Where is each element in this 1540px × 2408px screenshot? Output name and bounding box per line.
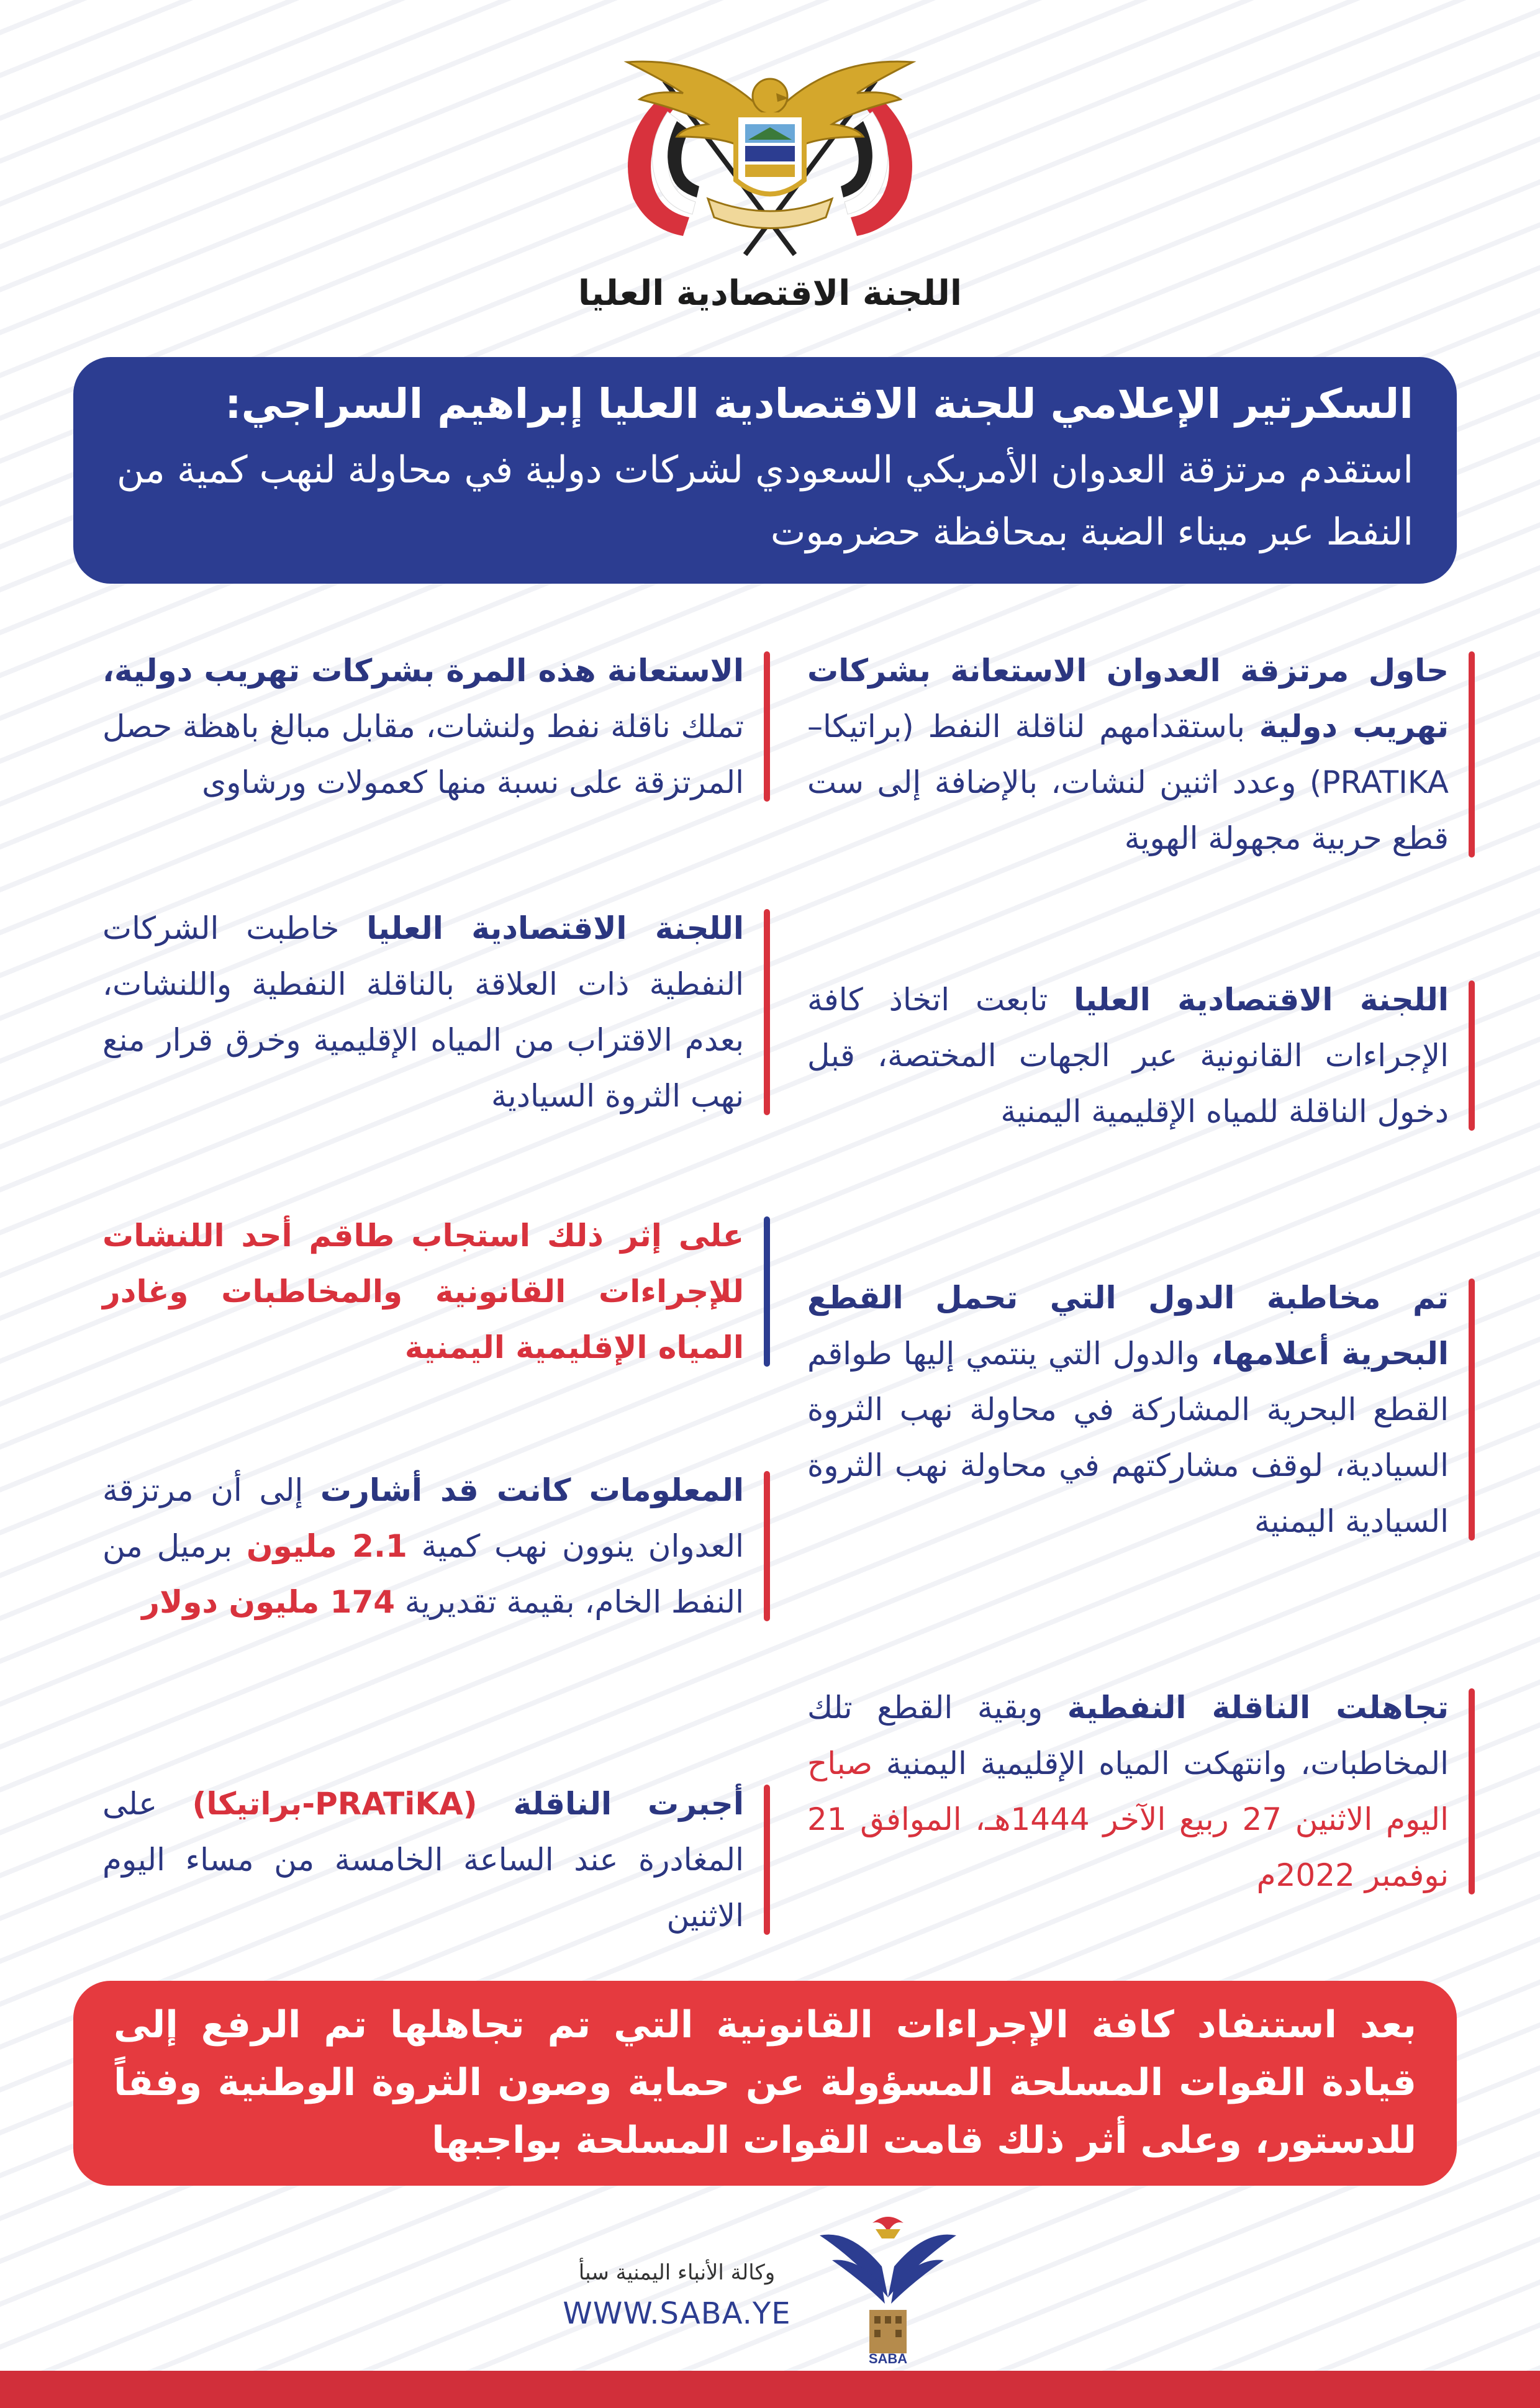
- tanker-name: (PRATiKA-براتيكا): [192, 1786, 478, 1822]
- headline-title: السكرتير الإعلامي للجنة الاقتصادية العليا إبراهيم السراجي:: [225, 380, 1413, 428]
- point-heading: حاول مرتزقة العدوان الاستعانة بشركات تهريب دولية: [807, 653, 1449, 745]
- left-point-1: [102, 643, 770, 810]
- barrel-amount: 2.1 مليون: [246, 1528, 407, 1564]
- point-text: خاطبت الشركات النفطية ذات العلاقة بالناقلة النفطية واللنشات، بعدم الاقتراب من المياه الإقليمية وخرق قرار منع نهب الثروة السيادية: [102, 910, 744, 1114]
- point-text: إلى أن مرتزقة العدوان ينوون نهب كمية: [102, 1472, 744, 1564]
- point-text: باستقدامهم لناقلة النفط (براتيكا–PRATIKA) وعدد اثنين لنشات، بالإضافة إلى ست قطع حربية مجهولة الهوية: [807, 708, 1449, 856]
- agency-name: وكالة الأنباء اليمنية سبأ: [578, 2260, 776, 2285]
- right-point-3: [807, 1270, 1475, 1549]
- saba-logo-text: SABA: [868, 2351, 908, 2366]
- point-text: وبقية القطع تلك المخاطبات، وانتهكت المياه الإقليمية اليمنية: [807, 1690, 1449, 1781]
- headline-box: [73, 357, 1457, 584]
- website-link[interactable]: WWW.SABA.YE: [563, 2296, 791, 2331]
- point-date: صباح اليوم الاثنين 27 ربيع الآخر 1444هـ، الموافق 21 نوفمبر 2022م: [807, 1745, 1449, 1893]
- left-point-2: [102, 900, 770, 1124]
- conclusion-box: بعد استنفاد كافة الإجراءات القانونية التي تم تجاهلها تم الرفع إلى قيادة القوات المسلحة المسؤولة عن حماية وصون الثروة الوطنية وفقاً للدستور، وعلى أثر ذلك قامت القوات المسلحة بواجبها: [73, 1981, 1457, 2186]
- point-text: على المغادرة عند الساعة الخامسة من مساء اليوم الاثنين: [102, 1786, 744, 1934]
- saba-logo: [813, 2211, 962, 2366]
- yemen-emblem: [590, 43, 950, 273]
- right-point-1: [807, 643, 1475, 866]
- point-text: تملك ناقلة نفط ولنشات، مقابل مبالغ باهظة حصل المرتزقة على نسبة منها كعمولات ورشاوى: [102, 708, 744, 800]
- bottom-bar: [0, 2371, 1540, 2408]
- point-heading: المعلومات كانت قد أشارت: [320, 1472, 744, 1508]
- headline-subtitle: استقدم مرتزقة العدوان الأمريكي السعودي لشركات دولية في محاولة لنهب كمية من النفط عبر ميناء الضبة بمحافظة حضرموت: [117, 448, 1413, 554]
- left-point-5: [102, 1776, 770, 1944]
- left-point-3: [102, 1208, 770, 1375]
- point-heading: على إثر ذلك استجاب طاقم أحد اللنشات للإجراءات القانونية والمخاطبات وغادر المياه الإقليمية اليمنية: [102, 1218, 744, 1365]
- point-text: والدول التي ينتمي إليها طواقم القطع البحرية المشاركة في محاولة نهب الثروة السيادية، لوقف مشاركتهم في محاولة نهب الثروة السيادية اليمنية: [807, 1336, 1449, 1539]
- estimated-value: 174 مليون دولار: [142, 1584, 396, 1620]
- point-text-2: برميل من النفط الخام، بقيمة تقديرية: [102, 1528, 744, 1620]
- point-heading: تجاهلت الناقلة النفطية: [1067, 1690, 1449, 1726]
- point-heading: أجبرت الناقلة: [477, 1786, 744, 1822]
- right-point-2: [807, 972, 1475, 1139]
- point-text: تابعت اتخاذ كافة الإجراءات القانونية عبر الجهات المختصة، قبل دخول الناقلة للمياه الإقليمية اليمنية: [807, 982, 1449, 1129]
- committee-name: اللجنة الاقتصادية العليا: [578, 273, 962, 314]
- point-heading: الاستعانة هذه المرة بشركات تهريب دولية،: [102, 653, 744, 689]
- left-point-4: [102, 1462, 770, 1630]
- right-point-4: [807, 1680, 1475, 1903]
- point-heading: تم مخاطبة الدول التي تحمل القطع البحرية أعلامها،: [807, 1280, 1449, 1372]
- point-heading: اللجنة الاقتصادية العليا: [1074, 982, 1449, 1018]
- point-heading: اللجنة الاقتصادية العليا: [366, 910, 744, 946]
